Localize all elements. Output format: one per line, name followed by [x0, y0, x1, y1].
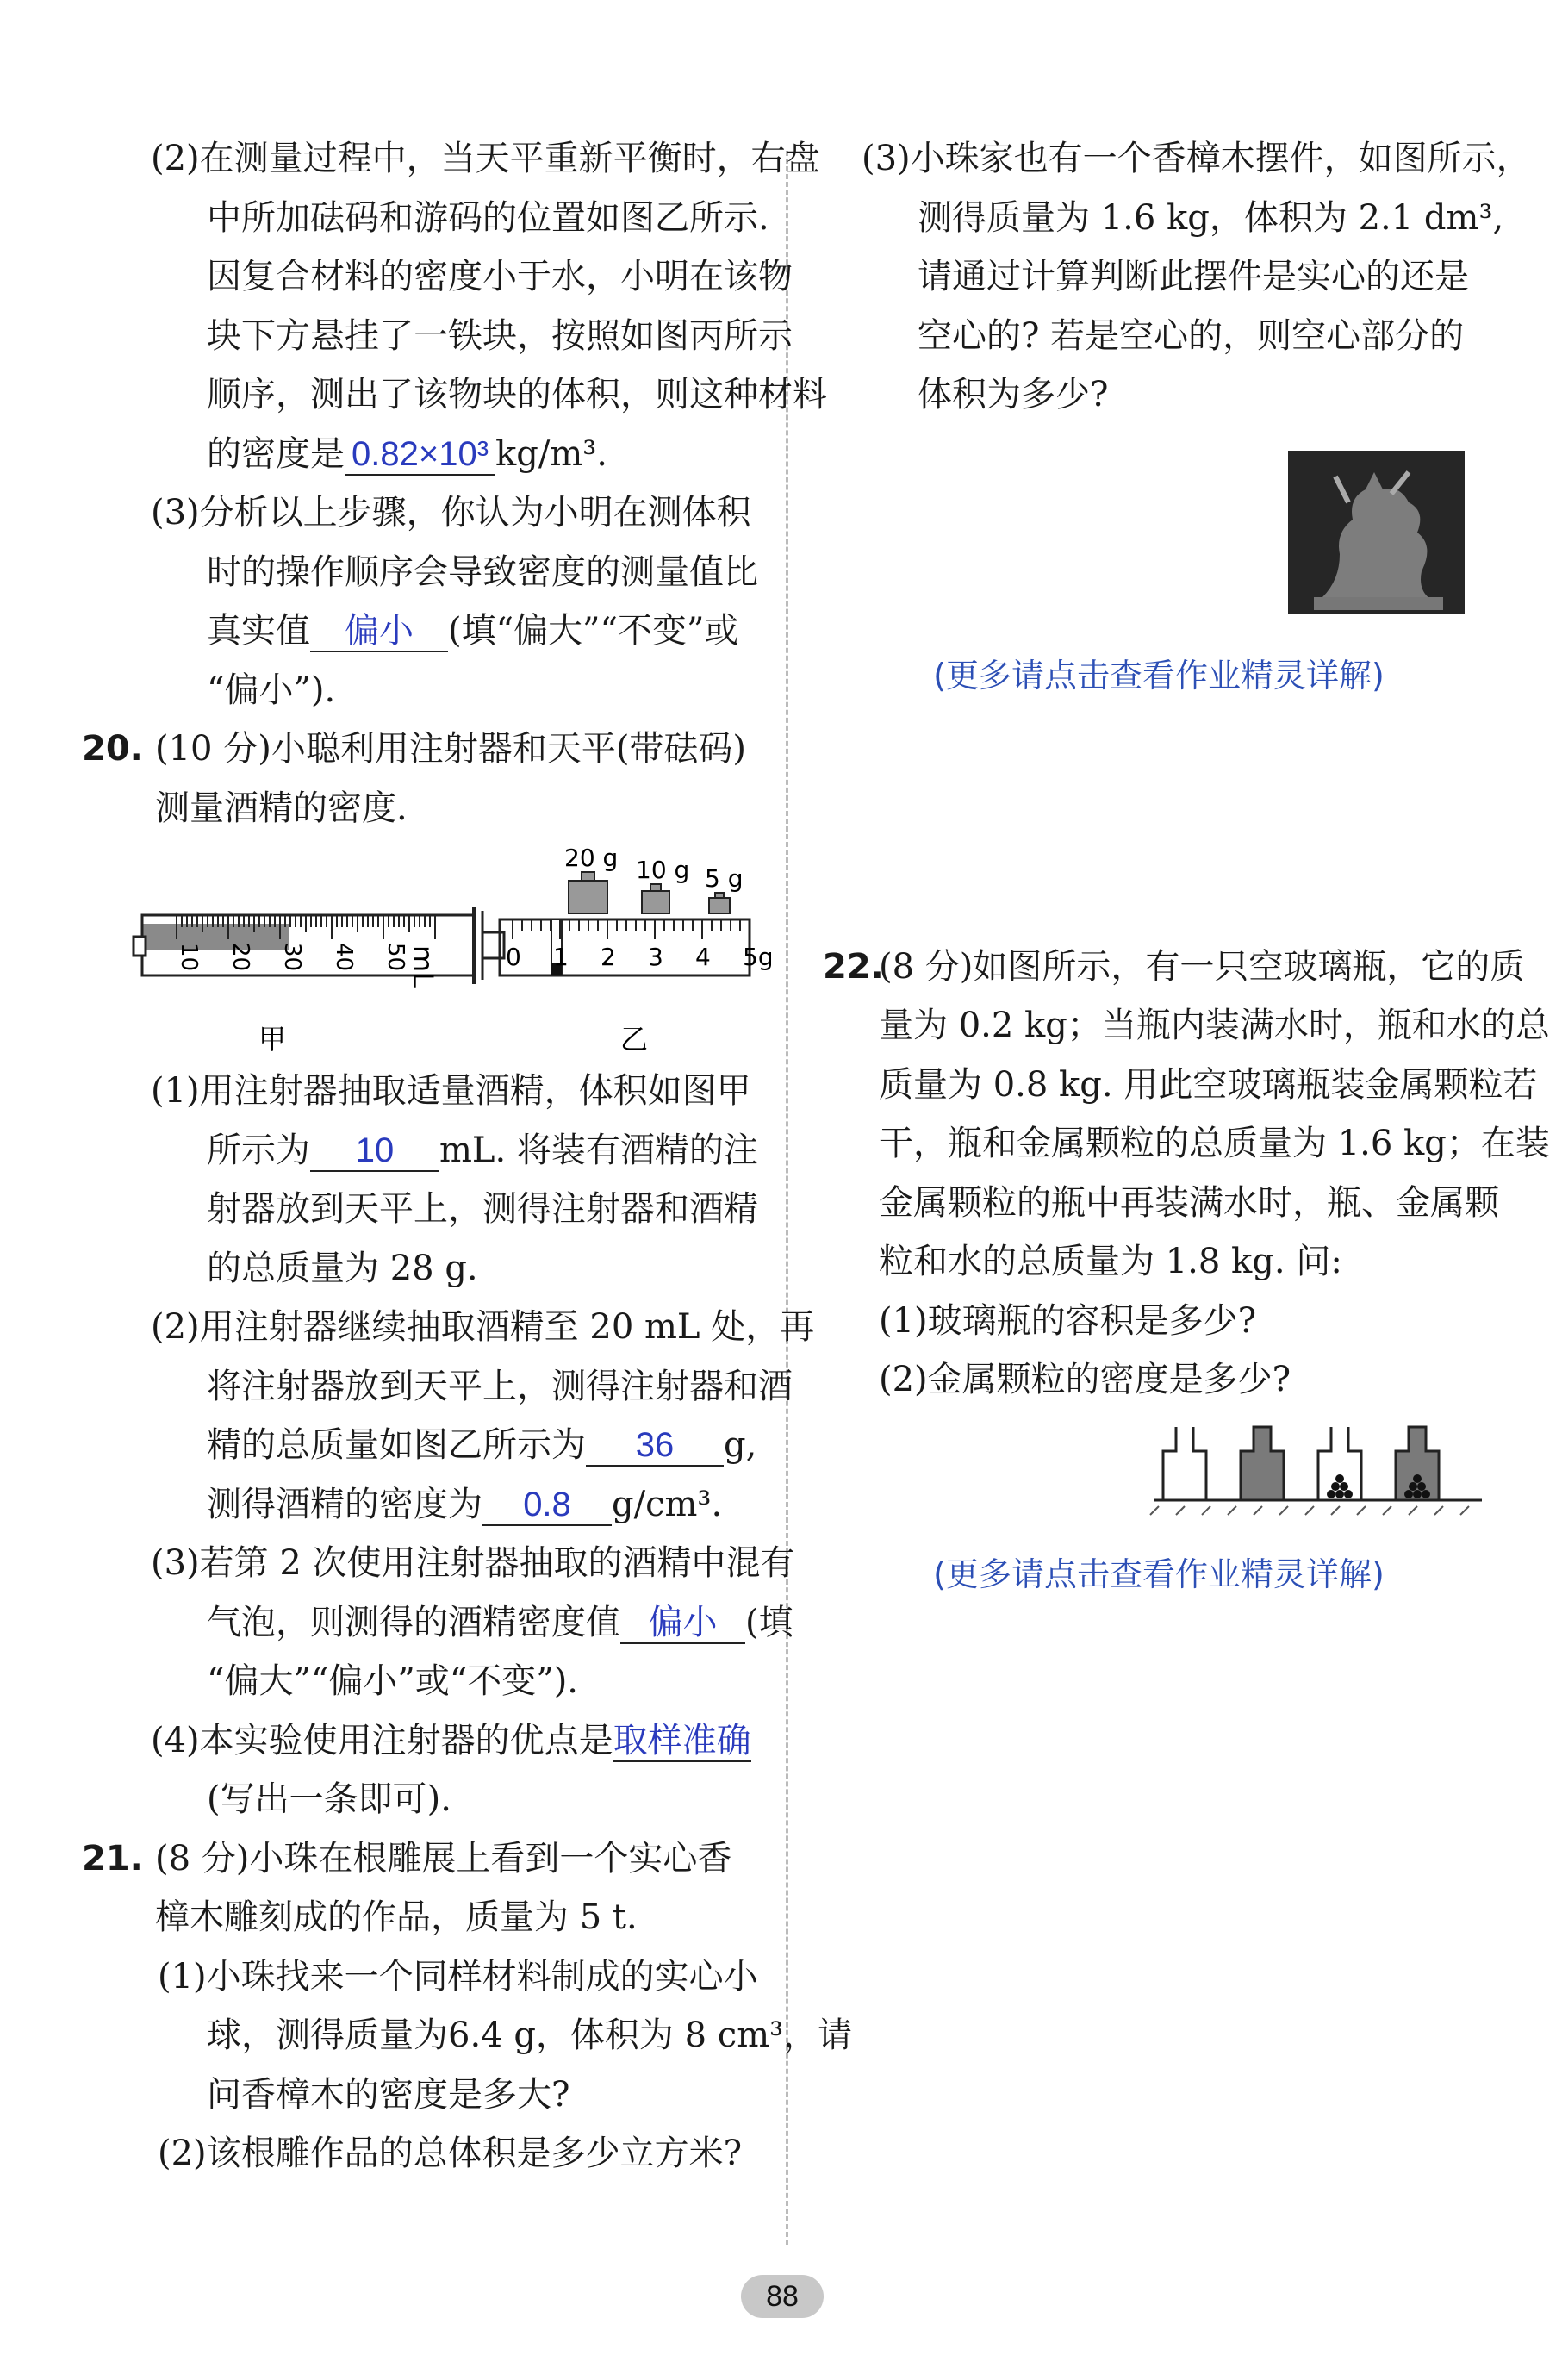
syringe-balance-figure	[82, 838, 771, 1062]
weight-5g	[705, 864, 744, 913]
page-number: 88	[741, 2275, 824, 2318]
syringe-tip	[134, 937, 146, 956]
weight-label: 10 g	[636, 856, 690, 884]
question-number: 22.	[823, 946, 884, 987]
weight-label: 20 g	[564, 844, 619, 872]
ruler-tick-label: 5g	[743, 943, 771, 971]
syringe-tick-label: 30	[279, 943, 305, 972]
answer-smaller: 偏小	[310, 611, 448, 652]
question-19-part-2: (2)在测量过程中，当天平重新平衡时，右盘 中所加砝码和游码的位置如图乙所示. 因复合材料的密度小于水，小明在该物 块下方悬挂了一铁块，按照如图丙所示 顺序，测出了该物块的体积，则这种材料 的密度是 0.82×10³ kg/m³.	[151, 139, 827, 474]
camphor-ornament-photo	[1288, 451, 1465, 614]
syringe-liquid	[142, 924, 289, 950]
question-number: 21.	[82, 1838, 143, 1878]
ruler-scale	[506, 919, 771, 971]
syringe-tick-label: 20	[227, 943, 253, 972]
answer-volume: 10	[310, 1131, 439, 1172]
weight-label: 5 g	[705, 864, 744, 893]
bottle-metal	[1318, 1427, 1361, 1500]
ruler-tick-label: 0	[506, 943, 521, 971]
ruler-tick-label: 3	[648, 943, 663, 971]
ruler-tick-label: 2	[601, 943, 616, 971]
question-22: 22.(8 分)如图所示，有一只空玻璃瓶，它的质 量为 0.2 kg；当瓶内装满水时，瓶和水的总 质量为 0.8 kg. 用此空玻璃瓶装金属颗粒若 干，瓶和金属颗粒的总质量为 1.6 kg；在装 金属颗粒的瓶中再装满水时，瓶、金属颗 粒和水的总质量为 1.8 kg. 问: (1)玻璃瓶的容积是多少? (2)金属颗粒的密度是多少?	[823, 938, 1495, 1522]
bottle-empty	[1163, 1427, 1206, 1500]
answer-alcohol-density: 0.8	[482, 1485, 612, 1526]
weight-20g	[564, 844, 618, 913]
ruler-tick-label: 4	[695, 943, 711, 971]
question-number: 20.	[82, 729, 143, 769]
left-column	[82, 129, 853, 2184]
syringe-tick-label: 40	[331, 943, 357, 972]
answer-density-smaller: 偏小	[620, 1603, 745, 1644]
right-column	[823, 129, 1550, 1595]
question-21: 21. (8 分)小珠在根雕展上看到一个实心香 樟木雕刻成的作品，质量为 5 t. (1)小珠找来一个同样材料制成的实心小 球，测得质量为6.4 g，体积为 8 cm³，请 问香樟木的密度是多大? (2)该根雕作品的总体积是多少立方米?	[82, 1829, 771, 2184]
ruler-tick-label: 1	[553, 943, 569, 971]
bottle-water	[1241, 1427, 1284, 1500]
question-21-part-3: (3)小珠家也有一个香樟木摆件，如图所示， 测得质量为 1.6 kg，体积为 2.1 dm³, 请通过计算判断此摆件是实心的还是 空心的? 若是空心的，则空心部分的 体积为多少?	[862, 139, 1531, 414]
weight-10g	[636, 856, 689, 913]
bottle-metal-water	[1396, 1427, 1439, 1500]
syringe-unit: mL	[407, 945, 439, 988]
syringe-tick-label: 10	[176, 943, 202, 972]
syringe-tick-label: 50	[383, 943, 408, 972]
answer-density: 0.82×10³	[345, 434, 495, 476]
more-detail-link-1[interactable]: (更多请点击查看作业精灵详解)	[933, 656, 1385, 695]
question-20: 20. (10 分)小聪利用注射器和天平(带砝码) 测量酒精的密度. 10 20 30 40 50 mL 20 g 10 g 5 g 0 1 2 3 4 5g 甲 乙 (1)用注射器抽取适量酒精，体积如图甲 所示为 10 mL. 将装有酒精的注 射器放到天平上，测得注射器和酒精 的总质量为 28 g. (2)用注射器继续抽取酒精至 20 mL 处，再 将注射器放到天平上，测得注射器和酒 精的总质量如图乙所示为 36 g, 测得酒精的密度为 0.8 g/cm³. (3)若第 2 次使用注射器抽取的酒精中混有 气泡，则测得的酒精密度值 偏小 (填 “偏大”“偏小”或“不变”). (4)本实验使用注射器的优点是取样准确 (写出一条即可).	[82, 720, 771, 1829]
more-detail-link-2[interactable]: (更多请点击查看作业精灵详解)	[933, 1554, 1385, 1593]
question-19-part-3: (3)分析以上步骤，你认为小明在测体积 时的操作顺序会导致密度的测量值比 真实值 偏小 (填“偏大”“不变”或 “偏小”).	[151, 493, 758, 710]
bottles-figure	[823, 1410, 1495, 1522]
figure-drawing	[82, 838, 771, 1062]
answer-advantage: 取样准确	[613, 1721, 751, 1762]
figure-label-jia: 甲	[258, 1023, 287, 1056]
column-divider	[786, 151, 788, 2245]
figure-label-yi: 乙	[620, 1023, 649, 1056]
answer-mass: 36	[586, 1425, 724, 1467]
